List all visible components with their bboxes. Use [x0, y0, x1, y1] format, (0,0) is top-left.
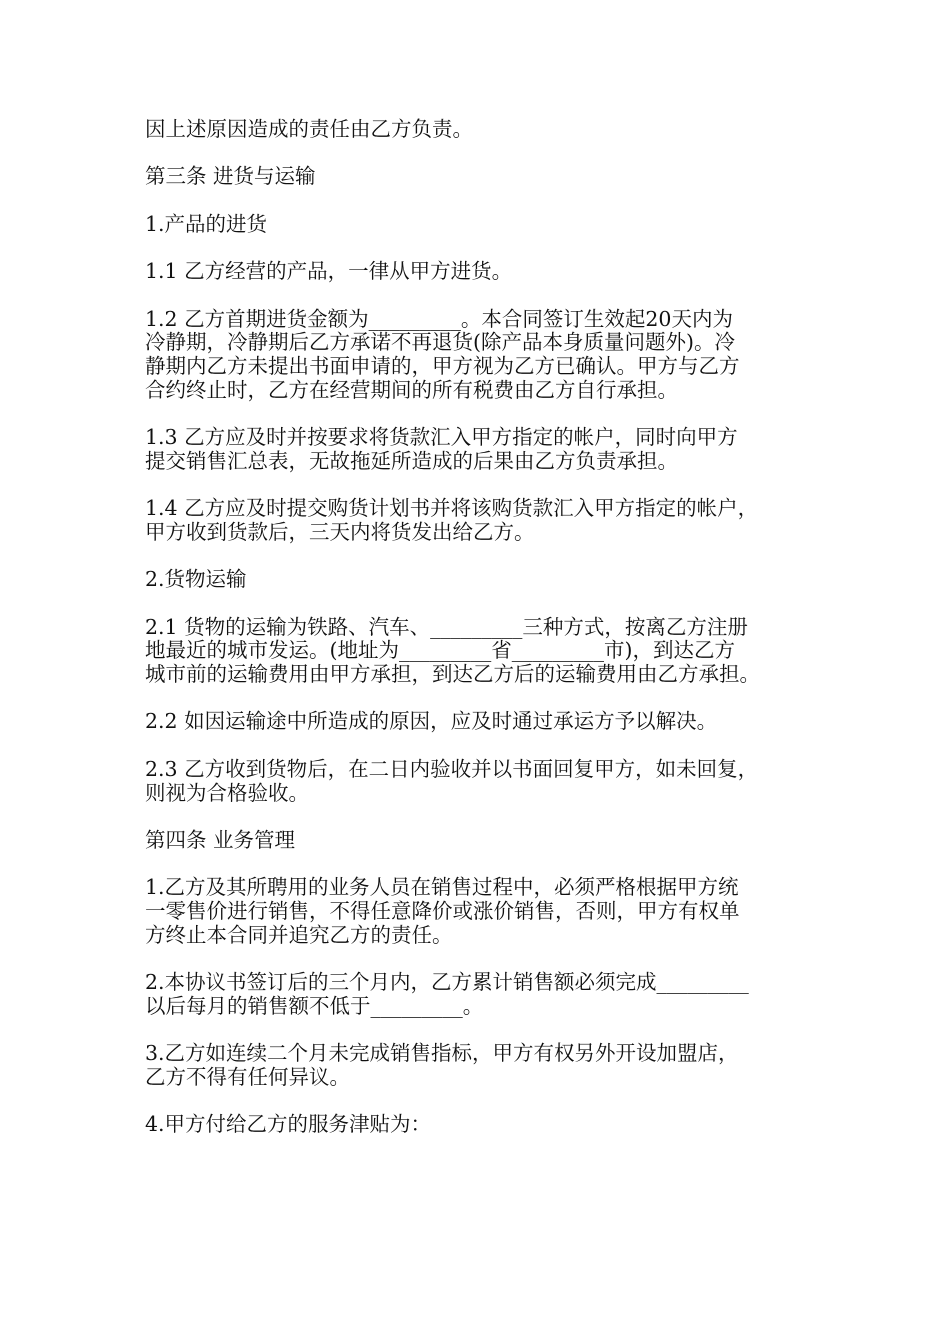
text-line: 2.1 货物的运输为铁路、汽车、_________三种方式，按离乙方注册 — [145, 614, 748, 639]
text-line: 方终止本合同并追究乙方的责任。 — [145, 922, 453, 947]
paragraph — [145, 308, 825, 403]
text-line: 1.1 乙方经营的产品，一律从甲方进货。 — [145, 259, 513, 284]
paragraph — [145, 971, 825, 1018]
text-line: 则视为合格验收。 — [145, 780, 309, 805]
text-line: 2.货物运输 — [145, 567, 247, 592]
paragraph — [145, 1042, 825, 1089]
text-line: 地最近的城市发运。(地址为_________省_________市)，到达乙方 — [145, 638, 735, 663]
paragraph — [145, 876, 825, 947]
text-line: 1.4 乙方应及时提交购货计划书并将该购货款汇入甲方指定的帐户， — [145, 496, 759, 521]
text-line: 3.乙方如连续二个月未完成销售指标，甲方有权另外开设加盟店， — [145, 1041, 739, 1066]
document-body — [145, 118, 825, 1161]
text-line: 冷静期，冷静期后乙方承诺不再退货(除产品本身质量问题外)。冷 — [145, 330, 735, 355]
paragraph — [145, 165, 825, 189]
paragraph — [145, 568, 825, 592]
text-line: 2.本协议书签订后的三个月内，乙方累计销售额必须完成_________ — [145, 970, 749, 995]
paragraph — [145, 829, 825, 853]
text-line: 城市前的运输费用由甲方承担，到达乙方后的运输费用由乙方承担。 — [145, 662, 760, 687]
text-line: 1.3 乙方应及时并按要求将货款汇入甲方指定的帐户，同时向甲方 — [145, 425, 738, 450]
text-line: 一零售价进行销售，不得任意降价或涨价销售，否则，甲方有权单 — [145, 899, 740, 924]
paragraph — [145, 118, 825, 142]
text-line: 1.产品的进货 — [145, 211, 268, 236]
text-line: 以后每月的销售额不低于_________。 — [145, 993, 484, 1018]
paragraph — [145, 497, 825, 544]
text-line: 2.3 乙方收到货物后，在二日内验收并以书面回复甲方，如未回复， — [145, 756, 759, 781]
text-line: 第三条 进货与运输 — [145, 164, 316, 189]
text-line: 合约终止时，乙方在经营期间的所有税费由乙方自行承担。 — [145, 377, 678, 402]
paragraph — [145, 616, 825, 687]
text-line: 第四条 业务管理 — [145, 827, 296, 852]
text-line: 甲方收到货款后，三天内将货发出给乙方。 — [145, 519, 535, 544]
text-line: 乙方不得有任何异议。 — [145, 1064, 350, 1089]
text-line: 2.2 如因运输途中所造成的原因，应及时通过承运方予以解决。 — [145, 709, 718, 734]
paragraph — [145, 710, 825, 734]
paragraph — [145, 213, 825, 237]
text-line: 1.乙方及其所聘用的业务人员在销售过程中，必须严格根据甲方统 — [145, 875, 739, 900]
paragraph — [145, 758, 825, 805]
text-line: 静期内乙方未提出书面申请的，甲方视为乙方已确认。甲方与乙方 — [145, 353, 740, 378]
paragraph — [145, 1113, 825, 1137]
text-line: 1.2 乙方首期进货金额为_________。本合同签订生效起20天内为 — [145, 306, 733, 331]
paragraph — [145, 426, 825, 473]
text-line: 因上述原因造成的责任由乙方负责。 — [145, 117, 473, 141]
text-line: 4.甲方付给乙方的服务津贴为： — [145, 1112, 432, 1137]
text-line: 提交销售汇总表，无故拖延所造成的后果由乙方负责承担。 — [145, 448, 678, 473]
paragraph — [145, 260, 825, 284]
